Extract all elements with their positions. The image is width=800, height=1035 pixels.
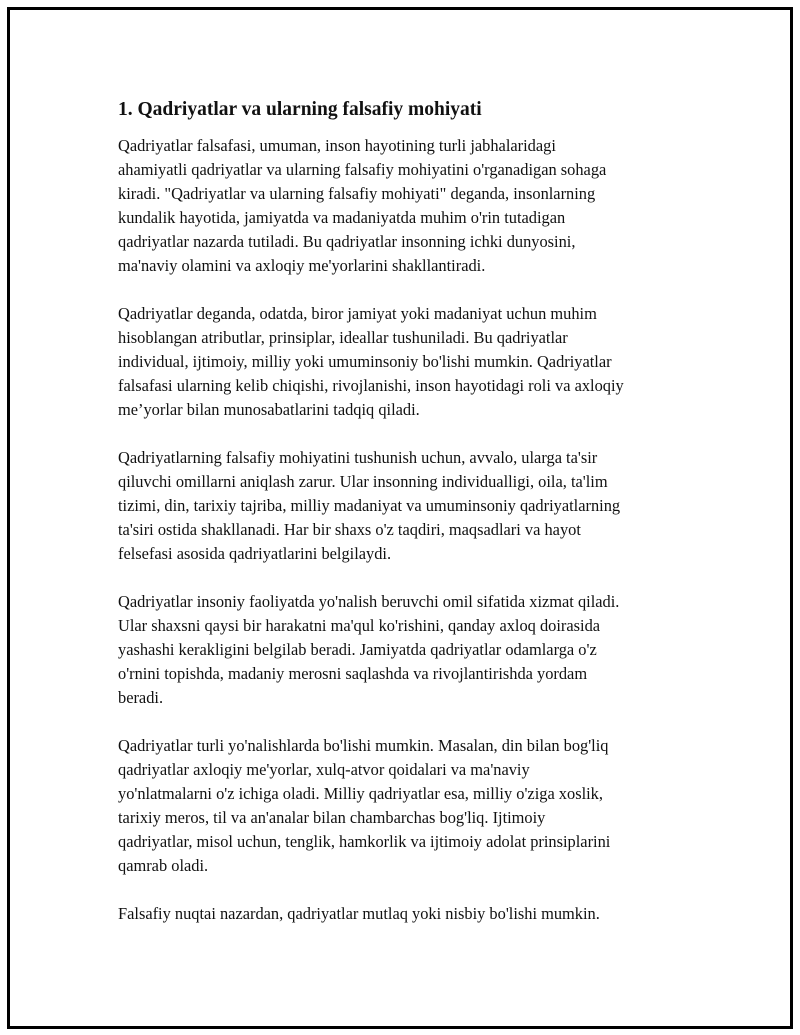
- text-line: qadriyatlar nazarda tutiladi. Bu qadriyatlar insonning ichki dunyosini,: [118, 232, 576, 251]
- text-line: hisoblangan atributlar, prinsiplar, ideallar tushuniladi. Bu qadriyatlar: [118, 328, 568, 347]
- text-line: qadriyatlar, misol uchun, tenglik, hamkorlik va ijtimoiy adolat prinsiplarini: [118, 832, 611, 851]
- text-line: Qadriyatlar deganda, odatda, biror jamiyat yoki madaniyat uchun muhim: [118, 304, 597, 323]
- paragraph: [118, 302, 698, 422]
- paragraph: [118, 134, 698, 278]
- text-line: Qadriyatlar insoniy faoliyatda yo'nalish beruvchi omil sifatida xizmat qiladi.: [118, 592, 620, 611]
- text-line: kiradi. "Qadriyatlar va ularning falsafiy mohiyati" deganda, insonlarning: [118, 184, 596, 203]
- text-line: ta'siri ostida shakllanadi. Har bir shaxs o'z taqdiri, maqsadlari va hayot: [118, 520, 581, 539]
- text-line: falsafasi ularning kelib chiqishi, rivojlanishi, inson hayotidagi roli va axloqiy: [118, 376, 624, 395]
- document-body: [118, 98, 698, 950]
- paragraph-list: [118, 134, 698, 926]
- text-line: yashashi kerakligini belgilab beradi. Jamiyatda qadriyatlar odamlarga o'z: [118, 640, 597, 659]
- paragraph: [118, 902, 698, 926]
- text-line: Ular shaxsni qaysi bir harakatni ma'qul ko'rishini, qanday axloq doirasida: [118, 616, 601, 635]
- text-line: individual, ijtimoiy, milliy yoki umuminsoniy bo'lishi mumkin. Qadriyatlar: [118, 352, 612, 371]
- text-line: ma'naviy olamini va axloqiy me'yorlarini shakllantiradi.: [118, 256, 486, 275]
- text-line: yo'nlatmalarni o'z ichiga oladi. Milliy qadriyatlar esa, milliy o'ziga xoslik,: [118, 784, 603, 803]
- text-line: Qadriyatlar falsafasi, umuman, inson hayotining turli jabhalaridagi: [118, 136, 556, 155]
- text-line: o'rnini topishda, madaniy merosni saqlashda va rivojlantirishda yordam: [118, 664, 588, 683]
- page-frame: [7, 7, 793, 1029]
- text-line: tarixiy meros, til va an'analar bilan chambarchas bog'liq. Ijtimoiy: [118, 808, 546, 827]
- text-line: qiluvchi omillarni aniqlash zarur. Ular insonning individualligi, oila, ta'lim: [118, 472, 608, 491]
- text-line: kundalik hayotida, jamiyatda va madaniyatda muhim o'rin tutadigan: [118, 208, 566, 227]
- text-line: beradi.: [118, 688, 164, 707]
- text-line: Qadriyatlar turli yo'nalishlarda bo'lishi mumkin. Masalan, din bilan bog'liq: [118, 736, 609, 755]
- text-line: me’yorlar bilan munosabatlarini tadqiq qiladi.: [118, 400, 420, 419]
- paragraph: [118, 590, 698, 710]
- text-line: qamrab oladi.: [118, 856, 209, 875]
- paragraph: [118, 446, 698, 566]
- text-line: Falsafiy nuqtai nazardan, qadriyatlar mutlaq yoki nisbiy bo'lishi mumkin.: [118, 904, 600, 923]
- paragraph: [118, 734, 698, 878]
- text-line: tizimi, din, tarixiy tajriba, milliy madaniyat va umuminsoniy qadriyatlarning: [118, 496, 621, 515]
- text-line: felsefasi asosida qadriyatlarini belgilaydi.: [118, 544, 392, 563]
- section-heading: 1. Qadriyatlar va ularning falsafiy mohiyati: [118, 99, 482, 120]
- text-line: ahamiyatli qadriyatlar va ularning falsafiy mohiyatini o'rganadigan sohaga: [118, 160, 607, 179]
- text-line: qadriyatlar axloqiy me'yorlar, xulq-atvor qoidalari va ma'naviy: [118, 760, 530, 779]
- text-line: Qadriyatlarning falsafiy mohiyatini tushunish uchun, avvalo, ularga ta'sir: [118, 448, 598, 467]
